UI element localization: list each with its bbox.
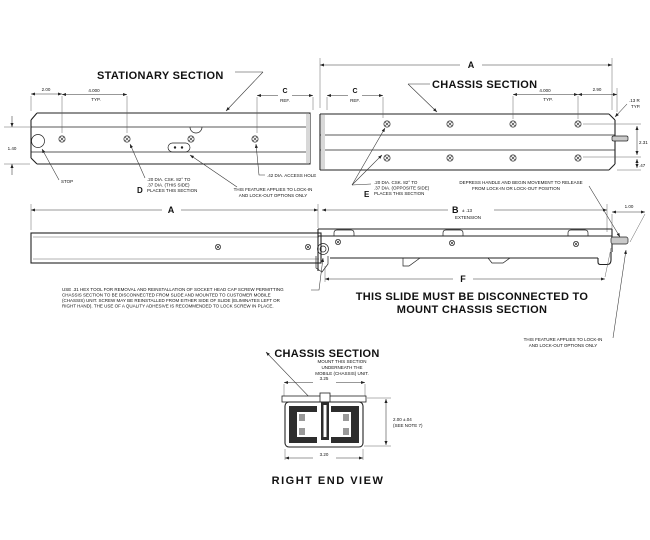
svg-text:± .13: ± .13 [462, 208, 472, 213]
svg-text:C: C [352, 88, 358, 95]
svg-text:TYP.: TYP. [91, 97, 101, 102]
note-corner-radius [615, 98, 641, 117]
mounting-hole [59, 136, 65, 142]
mounting-hole [188, 136, 194, 142]
note-csk-opposite-side [352, 128, 430, 199]
dim-B-extension [322, 204, 607, 232]
svg-text:USE .31 HEX TOOL FOR REMOVAL A: USE .31 HEX TOOL FOR REMOVAL AND REINSTALLATION OF SOCKET HEAD CAP SCREW PERMITTING [62, 287, 284, 292]
svg-text:TYP.: TYP. [543, 97, 553, 102]
stationary-title-leader [226, 72, 263, 111]
middle-view [31, 204, 645, 348]
end-view [266, 348, 423, 487]
svg-text:AND LOCK-OUT OPTIONS ONLY: AND LOCK-OUT OPTIONS ONLY [238, 193, 308, 198]
svg-text:TYP.: TYP. [631, 104, 641, 109]
end-view-heading: CHASSIS SECTION [274, 348, 380, 360]
svg-text:.37 DIA. (OPPOSITE SIDE): .37 DIA. (OPPOSITE SIDE) [374, 185, 430, 191]
svg-text:C: C [282, 88, 288, 95]
dim-C-ref-stationary [257, 88, 313, 133]
center-post [320, 393, 330, 402]
end-view-caption: RIGHT END VIEW [271, 475, 385, 487]
svg-text:.37 DIA. (THIS SIDE): .37 DIA. (THIS SIDE) [147, 182, 190, 188]
note-hex-tool [62, 258, 323, 309]
svg-text:3.20: 3.20 [319, 452, 329, 457]
svg-text:F: F [460, 274, 466, 284]
svg-text:3.25: 3.25 [319, 376, 329, 381]
svg-text:DEPRESS HANDLE AND BEGIN MOVEM: DEPRESS HANDLE AND BEGIN MOVEMENT TO RELEASE [459, 180, 583, 185]
socket-head-cap-screw [318, 244, 329, 255]
ball-retainer [343, 428, 349, 435]
svg-text:RIGHT HAND). THE USE OF A QUAL: RIGHT HAND). THE USE OF A QUALITY ADHESIVE IS RECOMMENDED TO LOCK SCREW IN PLACE. [62, 303, 274, 309]
svg-text:2.31: 2.31 [639, 140, 648, 145]
svg-text:UNDERNEATH THE: UNDERNEATH THE [321, 365, 363, 370]
svg-text:EXTENSION: EXTENSION [455, 215, 482, 220]
dim-ev-height [364, 398, 423, 446]
right-channel-section [331, 406, 359, 443]
dim-rail-height [4, 116, 30, 175]
section-end-cap [321, 115, 325, 169]
svg-text:.13 R: .13 R [629, 98, 640, 103]
chassis-section-title: CHASSIS SECTION [432, 79, 538, 91]
release-tab [612, 136, 628, 141]
dim-chassis-height [583, 124, 648, 170]
svg-text:1.40: 1.40 [7, 146, 17, 151]
lock-notch [403, 258, 420, 266]
dim-ev-bottom-width [285, 449, 363, 460]
svg-text:2.00: 2.00 [41, 87, 51, 92]
svg-text:1.00: 1.00 [624, 204, 634, 209]
ball-retainer [343, 414, 349, 421]
ball-retainer [299, 428, 305, 435]
left-channel-section [289, 406, 317, 443]
disconnect-warning-line2: MOUNT CHASSIS SECTION [396, 304, 548, 316]
svg-text:PLACES THIS SECTION: PLACES THIS SECTION [147, 188, 198, 193]
svg-text:PLACES THIS SECTION: PLACES THIS SECTION [374, 191, 425, 196]
svg-text:.20 DIA. CSK. 82° TO: .20 DIA. CSK. 82° TO [147, 177, 191, 182]
svg-text:(CHASSIS) UNIT. SCREW MAY BE R: (CHASSIS) UNIT. SCREW MAY BE REINSTALLED FROM EITHER SIDE OF SLIDE (ELIMINATES LEFT OR [62, 298, 280, 303]
section-end-cap [306, 114, 310, 163]
svg-text:(SEE NOTE 7): (SEE NOTE 7) [393, 423, 423, 428]
svg-text:2.00 ±.04: 2.00 ±.04 [393, 417, 412, 422]
cross-section-profile [282, 393, 366, 447]
svg-text:CHASSIS SECTION TO BE DISCONNE: CHASSIS SECTION TO BE DISCONNECTED FROM SLIDE AND MOUNTED TO CUSTOMER MOBILE [62, 292, 271, 298]
stop-pin [32, 135, 45, 148]
svg-text:MOUNT THIS SECTION: MOUNT THIS SECTION [317, 359, 367, 364]
flag-E: E [364, 190, 370, 199]
svg-text:4.000: 4.000 [88, 88, 100, 93]
svg-text:REF.: REF. [280, 98, 290, 103]
lock-slot [168, 143, 190, 152]
svg-text:.42 DIA. ACCESS HOLE: .42 DIA. ACCESS HOLE [267, 173, 317, 178]
ball-retainer [299, 414, 305, 421]
svg-text:A: A [467, 60, 475, 70]
note-stop [42, 149, 73, 184]
stationary-rail-drawing [31, 113, 310, 164]
dim-edge-offset [31, 87, 62, 133]
svg-text:.20 DIA. CSK. 82° TO: .20 DIA. CSK. 82° TO [374, 180, 418, 185]
svg-text:MOBILE (CHASSIS) UNIT.: MOBILE (CHASSIS) UNIT. [315, 371, 369, 376]
disconnect-warning-line1: THIS SLIDE MUST BE DISCONNECTED TO [355, 291, 589, 303]
detent-notch [488, 258, 510, 263]
dim-end-offset [578, 87, 617, 112]
dim-F [325, 248, 611, 284]
svg-text:FROM LOCK-IN OR LOCK-OUT POSIT: FROM LOCK-IN OR LOCK-OUT POSITION [472, 186, 560, 191]
dim-travel [612, 204, 645, 242]
handle-tab [611, 237, 628, 244]
svg-text:REF.: REF. [350, 98, 360, 103]
svg-text:STOP: STOP [61, 179, 74, 184]
stationary-section-title: STATIONARY SECTION [97, 70, 224, 82]
svg-text:B: B [452, 205, 459, 215]
dim-hole-pitch [62, 88, 127, 133]
svg-text:THIS FEATURE APPLIES TO LOCK-I: THIS FEATURE APPLIES TO LOCK-IN [233, 187, 313, 192]
outer-rail-drawing [31, 233, 321, 263]
chassis-rail-drawing [320, 114, 628, 170]
svg-text:2.90: 2.90 [592, 87, 602, 92]
access-hole [252, 136, 258, 142]
inner-assembly-drawing [316, 229, 628, 272]
svg-text:A: A [167, 205, 175, 215]
svg-text:AND LOCK-OUT OPTIONS ONLY: AND LOCK-OUT OPTIONS ONLY [528, 343, 598, 348]
svg-text:.47: .47 [639, 163, 646, 168]
dim-A-middle [31, 204, 318, 230]
mounting-hole [124, 136, 130, 142]
svg-text:THIS FEATURE APPLIES TO LOCK-I: THIS FEATURE APPLIES TO LOCK-IN [523, 337, 603, 342]
flag-D: D [137, 186, 143, 195]
svg-text:4.000: 4.000 [539, 88, 551, 93]
